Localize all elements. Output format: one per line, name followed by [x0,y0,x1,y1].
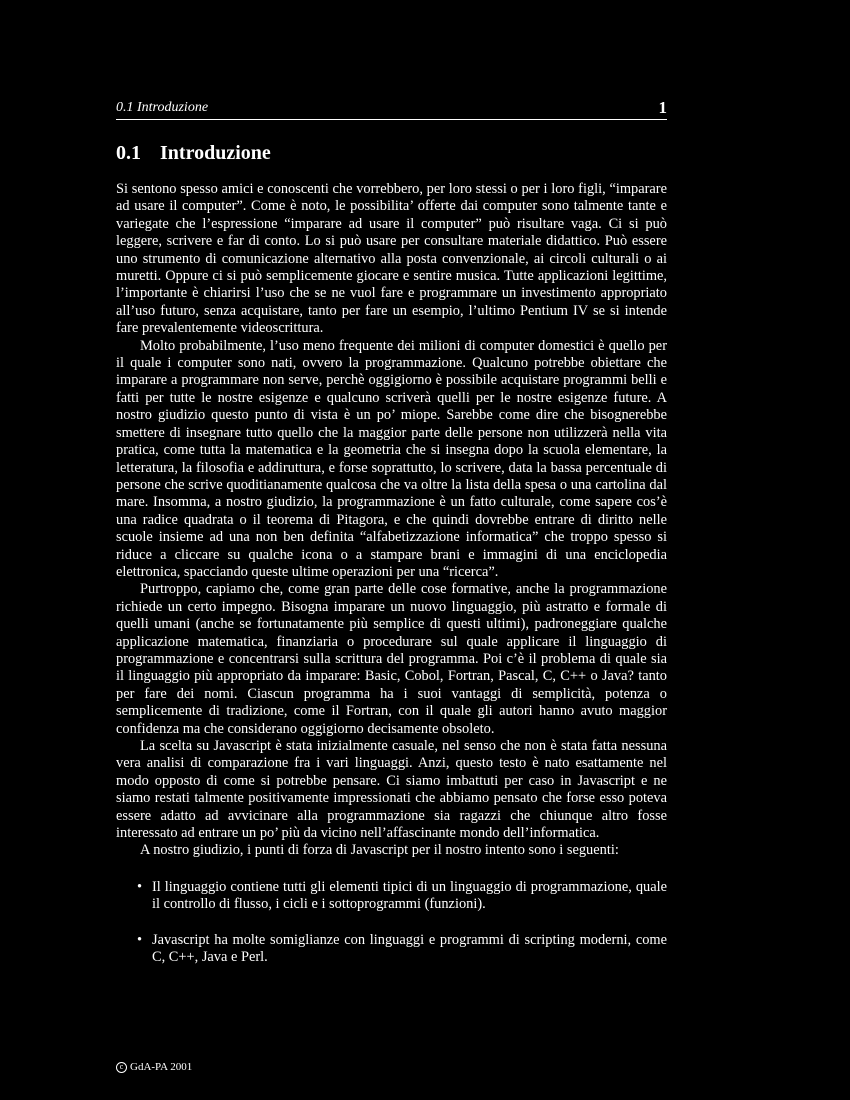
bullet-list [116,879,667,967]
body-text [116,181,667,966]
paragraph-5: A nostro giudizio, i punti di forza di Javascript per il nostro intento sono i seguenti: [140,842,619,859]
paragraph-4: La scelta su Javascript è stata inizialmente casuale, nel senso che non è stata fatta nessuna vera analisi di comparazione fra i vari linguaggi. Anzi, questo testo è nato esattamente nel modo opposto di come si potrebbe pensare. Ci siamo imbattuti per caso in Javascript e ne siamo restati talmente positivamente impressionati che abbiamo pensato che forse esso poteva essere adatto ad avvicinare alla programmazione sia ragazzi che chiunque altro fosse interessato ad entrare un po’ più da vicino nell’affascinante mondo dell’informatica. [116,738,667,842]
running-header [116,99,667,120]
footer [116,1061,192,1073]
section-title: Introduzione [160,142,271,164]
page-number: 1 [658,98,667,117]
copyright-icon: c [116,1062,127,1073]
document-page [116,0,667,1100]
bullet-icon: • [137,931,143,948]
list-item [116,879,667,914]
paragraph-1: Si sentono spesso amici e conoscenti che vorrebbero, per loro stessi o per i loro figli, “imparare ad usare il computer”. Come è noto, le possibilita’ offerte dai computer sono talmente tante e variegate che l’espressione “imparare ad usare il computer” può risultare vaga. Ci si può leggere, scrivere e far di conto. Lo si può usare per consultare materiale didattico. Può essere uno strumento di comunicazione alternativo alla posta convenzionale, ai circoli culturali o ai muretti. Oppure ci si può semplicemente giocare e sentire musica. Tutte applicazioni legittime, l’importante è chiarirsi l’uso che se ne vuol fare e programmare un investimento appropriato all’uso futuro, senza acquistare, tanto per fare un esempio, l’ultimo Pentium IV se si intende fare prevalentemente videoscrittura. [116,181,667,337]
list-item [116,932,667,967]
list-item-text: Il linguaggio contiene tutti gli elementi tipici di un linguaggio di programmazione, quale il controllo di flusso, i cicli e i sottoprogrammi (funzioni). [152,878,667,913]
list-item-text: Javascript ha molte somiglianze con linguaggi e programmi di scripting moderni, come C, C++, Java e Perl. [152,931,667,966]
section-number: 0.1 [116,142,141,164]
paragraph-2: Molto probabilmente, l’uso meno frequente dei milioni di computer domestici è quello per il quale i computer sono nati, ovvero la programmazione. Qualcuno potrebbe obiettare che imparare a programmare non serve, perchè oggigiorno è possibile acquistare programmi belli e fatti per tutte le nostre esigenze e qualcuno scriverà quelli per le nostre esigenze future. A nostro giudizio questo punto di vista è un po’ miope. Sarebbe come dire che bisognerebbe smettere di insegnare tutto quello che la maggior parte delle persone non utilizzerà nella vita pratica, come tutta la matematica e la geometria che si insegna dopo la scuola elementare, la letteratura, la filosofia e addiruttura, e forse soprattutto, lo scrivere, data la bassa percentuale di persone che scrive quoditianamente qualcosa che va oltre la lista della spesa o una cartolina dal mare. Insomma, a nostro giudizio, la programmazione è un fatto culturale, come sapere cos’è una radice quadrata o il teorema di Pitagora, e che quindi dovrebbe entrare di diritto nelle scuole insieme ad una non ben definita “alfabetizzazione informatica” che troppo spesso si riduce a cliccare su qualche icona o a stampare brani e immagini di una enciclopedia elettronica, spacciando queste ultime operazioni per una “ricerca”. [116,337,667,580]
running-header-title: 0.1 Introduzione [116,100,209,115]
bullet-icon: • [137,878,143,895]
paragraph-3: Purtroppo, capiamo che, come gran parte delle cose formative, anche la programmazione richiede un certo impegno. Bisogna imparare un nuovo linguaggio, più astratto e formale di quelli umani (anche se fortunatamente più semplice di questi ultimi), padroneggiare qualche applicazione matematica, finanziaria o procedurare sul quale applicare il linguaggio di programmazione e concentrarsi sulla scrittura del programma. Poi c’è il problema di quale sia il linguaggio più appropriato da imparare: Basic, Cobol, Fortran, Pascal, C, C++ o Java? tanto per fare dei nomi. Ciascun programma ha i suoi vantaggi di semplicità, potenza o semplicemente di tradizione, come il Fortran, con il quale gli autori hanno avuto maggior confidenza ma che considerano oggigiorno decisamente obsoleto. [116,581,667,737]
section-heading [116,142,271,165]
footer-text: GdA-PA 2001 [130,1061,193,1073]
